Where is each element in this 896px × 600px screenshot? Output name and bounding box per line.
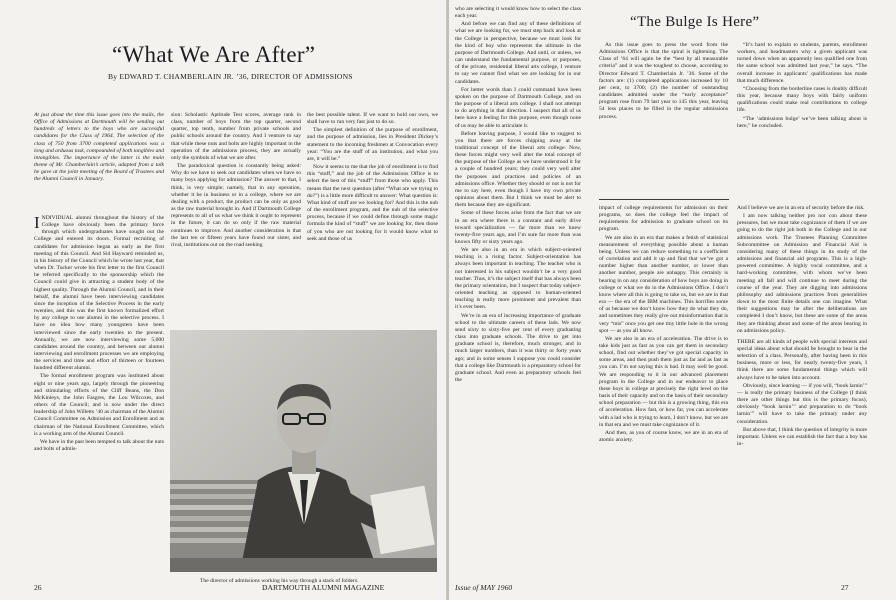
paragraph: And then, as you of course know, we are in an era of atomic anxiety. — [599, 429, 728, 443]
paragraph: “Choosing from the borderline cases is doubly difficult this year, because many boys with fairly uniform qualifications could make real contributions to college life. — [737, 85, 867, 114]
drop-cap: I — [34, 215, 40, 232]
paragraph: Some of these forces arise from the fact that we are in an era where there is a constant and early drive toward specialization — far more than we knew twenty-five years ago, and I’m sure far more than was known fifty or sixty years ago. — [455, 210, 581, 245]
left-page — [0, 0, 447, 600]
running-head: DARTMOUTH ALUMNI MAGAZINE — [262, 583, 385, 592]
paragraph: We are also in an era in which subject-oriented teaching is a rising factor. Subject-orientation has always been important in teaching. The teacher who is not interested in his subject wouldn’t be a very good teacher. Thus, it’s the subject itself that has always been the primary orientation, but I suspect that today subject-oriented teaching as opposed to human-oriented teaching is really more prominent and prevalent than it’s ever been. — [455, 247, 581, 311]
sidebar-rule — [599, 199, 729, 200]
paragraph: Now it seems to me that the job of enrollment is to find this “stuff,” and the job of the Admissions Office is to select the best of this “stuff” from those who apply. This means that the next question (after “What are we trying to do?”) is a little more difficult to answer: What question is: What kind of stuff are we looking for? And this is the nub of the enrollment program, and the nub of the selective process, because if we could define through some magic formula the kind of “stuff” we are looking for, then those of you who are out looking for it would know what to seek and those of us — [307, 164, 438, 242]
paragraph: sion: Scholastic Aptitude Test scores, average rank in class, number of boys from the top quarter, second quarter, top tenth, number from private schools and public schools around the country. And I venture to say that while these nuts and bolts are highly important in the operation of the admissions process, they are actually only the symbols of what we are after. — [171, 112, 301, 161]
page-number: 27 — [841, 583, 849, 592]
running-head: Issue of MAY 1960 — [455, 583, 513, 592]
paragraph: As this issue goes to press the word from the Admissions Office is that the spiral is tightening. The Class of ’64 will again be the “best by all measurable criteria” and it was the toughest to choose, according to Director Edward T. Chamberlain Jr. ’36. Some of the factors are: (1) completed applications increased by 10 per cent, to 3700; (2) the number of outstanding candidates admitted under the “early acceptance” program rose from 79 last year to 145 this year, leaving 54 less places to be filled in the regular admissions process. — [599, 42, 728, 120]
left-column-3 — [307, 112, 438, 324]
page-number: 26 — [34, 583, 42, 592]
paragraph: And I believe we are in an era of security before the risk. — [737, 205, 865, 211]
photo-illustration — [170, 330, 437, 572]
paragraph: “It’s hard to explain to students, parents, enrollment workers, and headmasters why a given applicant was turned down when an apparently less qualified one from the same school was admitted last year,” he says. “The overall increase in applicants’ qualifications has made that much difference. — [737, 42, 867, 84]
paragraph: And before we can find any of these definitions of what we are looking for, we must step back and look at the College in perspective, because we must look for the kind of boy who represents the ultimate in the purpose of Dartmouth College. And until, or unless, we can understand the fundamental purpose, or purposes, of the private, residential liberal arts college, I venture to say we cannot find what we are looking for in our candidates. — [455, 21, 581, 85]
paragraph: The paradoxical question is constantly being asked: Why do we have to seek out candidates when we have so many boys applying for admission? The answer to that, I think, is very simple; namely, that in any operation, whether it be in business or in a college, where we are dealing with a product, the product can be only as good as the raw material brought in. And if Dartmouth College represents to all of us what we think it ought to represent in the future, it can do so only if the raw material continues to improve. And another consideration is that the last ten or fifteen years have found our sister, and rival, institutions out on the road seeking — [171, 163, 301, 248]
paragraph: INDIVIDUAL alumni throughout the history of the College have obviously been the primary force through which undergraduates have sought out the College and entered its doors. Formal recruiting of candidates for admission began as early as the first meeting of this Council. And Sid Hayward reminded us, in his history of the Council which he wrote last year, that when Dr. Tucker wrote his first letter to the first Council he referred specifically to the sponsorship which the Council could give in attracting a student body of the highest quality. Through the Alumni Council, and in their behalf, the alumni have been interviewing candidates since the inception of the Selective Process in the early twenties, and this was the first known formalized effort by any college to use alumni in the selective process. I have no idea how many youngsters have been interviewed since the early twenties to the present. Annually, we are now interviewing some 5,000 candidates around the country, and between our alumni interviewing and enrollment processes we are employing the services and time and effort of thirteen or fourteen hundred different alumni. — [34, 215, 164, 372]
paragraph: We are also in an era that makes a fetish of statistical measurement of everything possible about a human being. Unless we can reduce something to a coefficient of correlation and add it up and find that we’ve got a number higher than another number, or lower than another number, people are unhappy. This certainly is bearing in on any consideration of how boys are doing in college or what we do in the Admissions Office. I don’t know where all this is going to take us, but we are in that era — the era of the IBM machines. This horrifies some of us because we don’t know how they do what they do, and sometimes they really give out misinformation that is very “mis” once you get one tiny little hole in the wrong spot — as you all know. — [599, 234, 728, 334]
paragraph: For better words than I could command have been spoken on the purpose of Dartmouth College, and on the purpose of a liberal arts college. I shall not attempt to do anything in that direction. I suspect that all of us here have a feeling for this purpose, even though none of us may be able to articulate it. — [455, 86, 581, 129]
paragraph: “The ‘admissions bulge’ we’ve been talking about is here,” he concluded. — [737, 115, 867, 129]
photo-caption: The director of admissions working his way through a stack of folders. — [200, 578, 359, 584]
right-column-3 — [737, 205, 867, 577]
left-column-1 — [34, 215, 164, 577]
paragraph: Before leaving purpose, I would like to suggest to you that there are forces chipping away at the traditional concept of the liberal arts college. Now, these forces might very well alter the total concept of the purpose of the College as we have understood it for a couple of hundred years; they could very well alter the purposes and practices and policies of an admissions office. Whether they should or not is not for me to say here, even though I have my own private opinions about them. But I think we must be alert to them because they are significant. — [455, 130, 581, 209]
sidebar-column-2 — [737, 42, 867, 194]
left-column-2 — [171, 112, 301, 324]
paragraph: The formal enrollment program was instituted about eight or nine years ago, largely through the pioneering and stimulating efforts of the Cliff Beans, the Don McKinleys, the John Fasgres, the Lou Wilcoxes, and others of the Council; and is now under the direct leadership of John Willetts ’40 as chairman of the Alumni Council Committee on Admission and Enrollment and as chairman of the National Enrollment Committee, which is a working arm of the Alumni Council. — [34, 373, 164, 437]
paragraph: The simplest definition of the purpose of enrollment, and the purpose of admission, lies in President Dickey’s statement to the incoming freshmen at Convocation every year: “You are the stuff of an institution, and what you are, it will be.” — [307, 127, 438, 162]
paragraph: We have in the past been tempted to talk about the nuts and bolts of admis- — [34, 438, 164, 452]
article-byline: By EDWARD T. CHAMBERLAIN JR. ’36, DIRECTOR OF ADMISSIONS — [108, 72, 353, 81]
paragraph: We are also in an era of acceleration. The drive is to take kids just as fast as you can get them in secondary school, find out whether they’ve got special capacity in some areas, and then push them just as far and as fast as you can. I’m not saying this is bad. It may well be good. We are responding to it in our advanced placement program in the College and in our endeavor to place these boys in college at precisely the right level on the basis of their capacity and on the basis of their secondary school preparation — but this is a growing thing, this era of acceleration. How fast, or how far, you can accelerate with a lad who is trying to learn, I don’t know, but we are in that era and we must take cognizance of it. — [599, 335, 728, 428]
right-column-2 — [599, 205, 728, 577]
paragraph: Obviously, since learning — if you will, “book larnin’” — is really the primary business of the College (I think there are other things but this is the primary focus), obviously “book larnin’” and preparation to do “book larnin’” will have to take the primary under any consideration. — [737, 382, 867, 425]
paragraph: We’re in an era of increasing importance of graduate school to the ultimate careers of these lads. We now send sixty to sixty-five per cent of every graduating class into graduate schools. The drive to get into graduate school is, therefore, much stronger, and in much larger numbers, than it was thirty or forty years ago; and in some senses I suppose you could consider that a college like Dartmouth is a preparatory school for graduate school. And even as preparatory schools feel the — [455, 312, 581, 383]
paragraph: who are selecting it would know how to select the class each year. — [455, 6, 581, 20]
paragraph: the best possible talent. If we want to hold our own, we shall have to run very fast just to do so. — [307, 112, 438, 126]
paragraph: I am now talking neither pro nor con about these pressures, but we must take cognizance of them if we are going to do the right job both in the College and in our admissions work. The Trustees Planning Committee Subcommittee on Admission and Financial Aid is considering many of these things in its study of the admissions and financial aid programs. This is a high-powered committee. A highly vocal committee, and a hard-working committee, with whom we’ve been meeting all fall and will continue to meet during the course of the year. They are digging into admissions philosophy and admissions practices from generalities down to the most finite details one can imagine. What their suggestions may be after the deliberations are completed I don’t know, but these are some of the areas they are thinking about and some of the areas bearing in on admissions policy. — [737, 213, 867, 334]
right-column-1 — [455, 6, 581, 577]
sidebar-heading: “The Bulge Is Here” — [630, 14, 760, 30]
paragraph: impact of college requirements for admission on their programs, so does the college feel the impact of requirements for admission to graduate school on its program. — [599, 205, 728, 233]
article-intro: At just about the time this issue goes into the mails, the Office of Admissions at Dartmouth will be sending out hundreds of letters to the boys who are successful candidates for the Class of 1964. The selection of the class of 750 from 3700 completed applications was a long and arduous task, compounded of both tangibles and intangibles. The importance of the latter is the main theme of Mr. Chamberlain’s article, adapted from a talk he gave at the joint meeting of the Board of Trustees and the Alumni Council in January. — [34, 112, 164, 183]
paragraph: THERE are all kinds of people with special interests and special ideas about what should be brought to bear in the selection of a class. Personally, after having been in this business, more or less, for nearly twenty-five years, I think there are some fundamental things which will always have to be taken into account. — [737, 338, 867, 381]
article-title: “What We Are After” — [112, 42, 316, 67]
director-photo — [170, 330, 437, 572]
sidebar-column-1 — [599, 42, 728, 194]
paragraph: But above that, I think the question of integrity is more important. Unless we can establish the fact that a boy has in- — [737, 426, 867, 447]
right-page — [449, 0, 896, 600]
